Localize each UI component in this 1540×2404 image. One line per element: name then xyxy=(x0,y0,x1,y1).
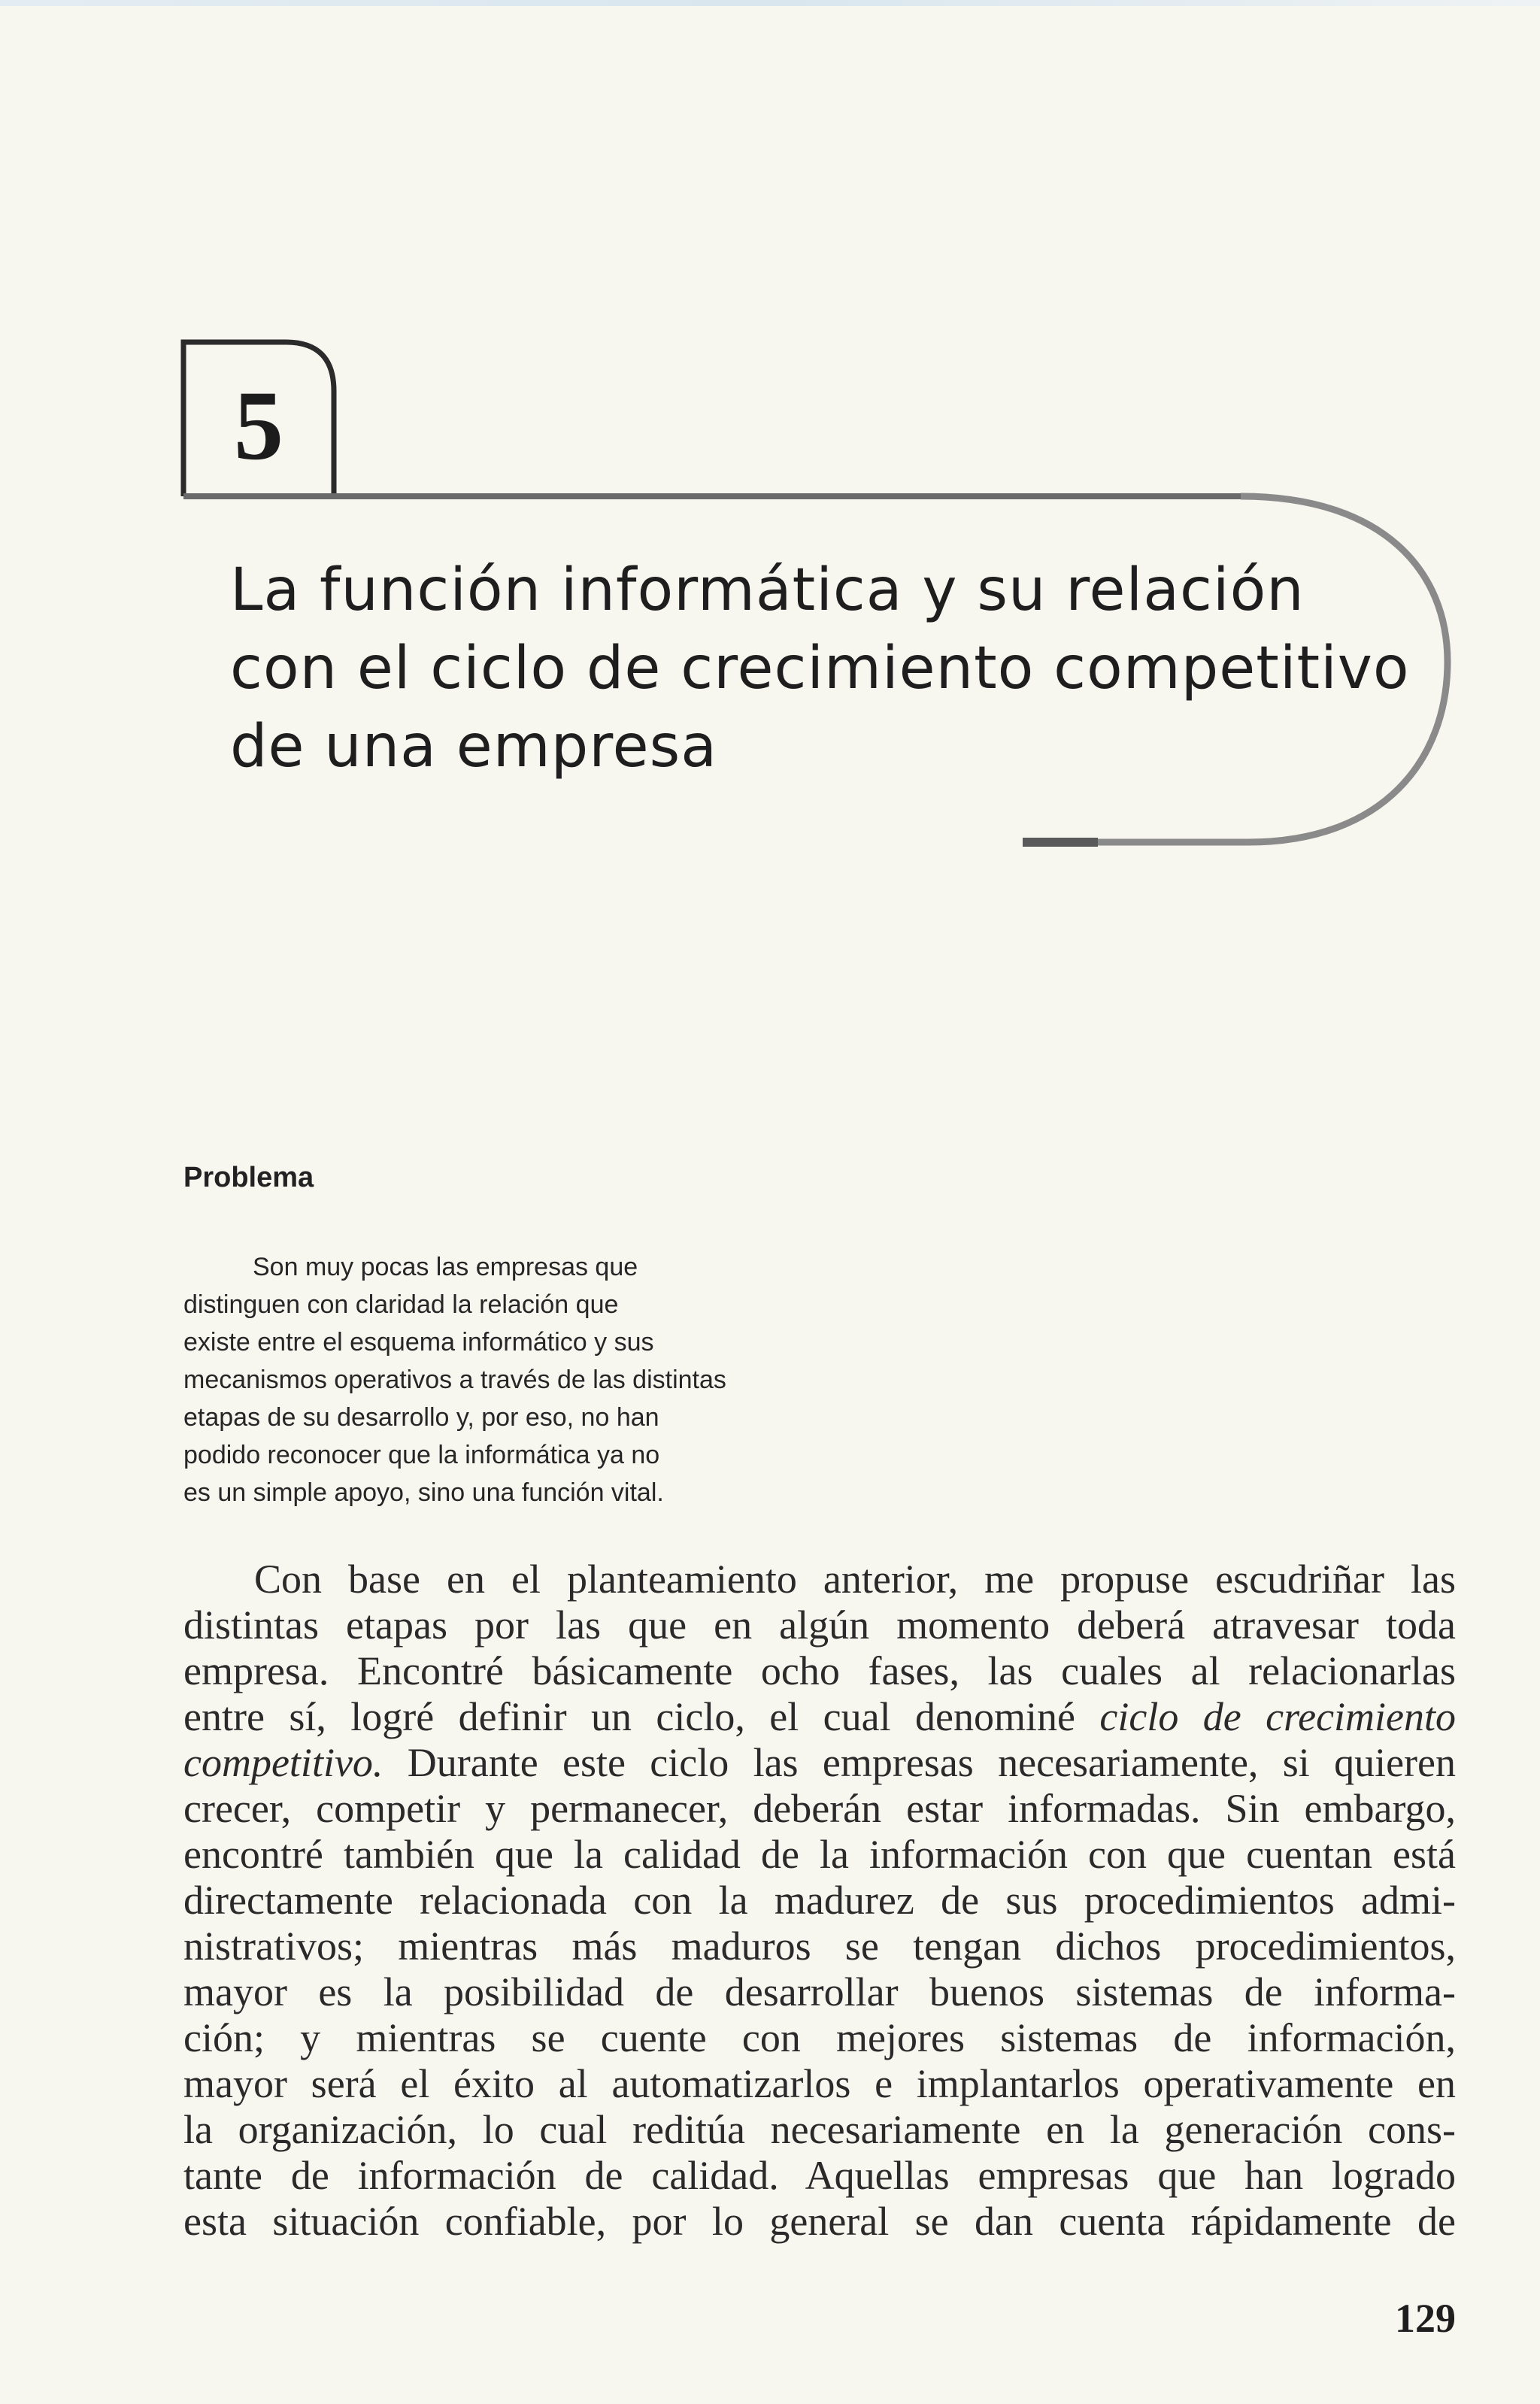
body-line: distintas etapas por las que en algún momento deberá atravesar toda xyxy=(183,1602,1456,1648)
body-line: nistrativos; mientras más maduros se tengan dichos procedimientos, xyxy=(183,1924,1456,1969)
chapter-title xyxy=(230,551,1471,786)
body-line: ción; y mientras se cuente con mejores sistemas de información, xyxy=(183,2015,1456,2060)
problem-statement xyxy=(183,1248,860,1511)
body-italic-term: ciclo de crecimiento xyxy=(1099,1694,1457,1739)
body-line: encontré también que la calidad de la información con que cuentan está xyxy=(183,1832,1456,1877)
body-line: mayor es la posibilidad de desarrollar buenos sistemas de informa- xyxy=(183,1969,1456,2014)
problem-heading: Problema xyxy=(183,1162,314,1193)
body-line: directamente relacionada con la madurez de sus procedimientos admi- xyxy=(183,1878,1456,1923)
body-paragraph xyxy=(183,1557,1456,2245)
body-line xyxy=(183,1694,1456,1740)
problem-line: existe entre el esquema informático y sus xyxy=(183,1328,654,1357)
body-italic-term: competitivo. xyxy=(183,1740,383,1785)
chapter-number: 5 xyxy=(234,369,283,480)
problem-line: etapas de su desarrollo y, por eso, no han xyxy=(183,1403,659,1432)
body-line: Con base en el planteamiento anterior, me propuse escudriñar las xyxy=(254,1557,1456,1602)
chapter-title-line: de una empresa xyxy=(230,713,718,781)
problem-line: distinguen con claridad la relación que xyxy=(183,1290,619,1319)
chapter-title-line: La función informática y su relación xyxy=(230,556,1305,624)
problem-line: es un simple apoyo, sino una función vital. xyxy=(183,1478,664,1507)
page-number: 129 xyxy=(1395,2296,1456,2341)
body-line: esta situación confiable, por lo general se dan cuenta rápidamente de xyxy=(183,2199,1456,2244)
body-line: tante de información de calidad. Aquellas empresas que han logrado xyxy=(183,2153,1456,2198)
body-line: la organización, lo cual reditúa necesariamente en la generación cons- xyxy=(183,2107,1456,2152)
chapter-title-line: con el ciclo de crecimiento competitivo xyxy=(230,635,1410,702)
problem-line: Son muy pocas las empresas que xyxy=(253,1253,638,1281)
problem-line: podido reconocer que la informática ya no xyxy=(183,1441,660,1469)
body-line: crecer, competir y permanecer, deberán estar informadas. Sin embargo, xyxy=(183,1786,1456,1831)
body-line-segment: entre sí, logré definir un ciclo, el cual denominé xyxy=(183,1694,1075,1739)
problem-line: mecanismos operativos a través de las distintas xyxy=(183,1366,726,1394)
body-line-segment: Durante este ciclo las empresas necesariamente, si quieren xyxy=(407,1740,1457,1785)
body-line: empresa. Encontré básicamente ocho fases, las cuales al relacionarlas xyxy=(183,1648,1456,1693)
body-line: mayor será el éxito al automatizarlos e implantarlos operativamente en xyxy=(183,2061,1456,2106)
body-line xyxy=(183,1740,1456,1786)
